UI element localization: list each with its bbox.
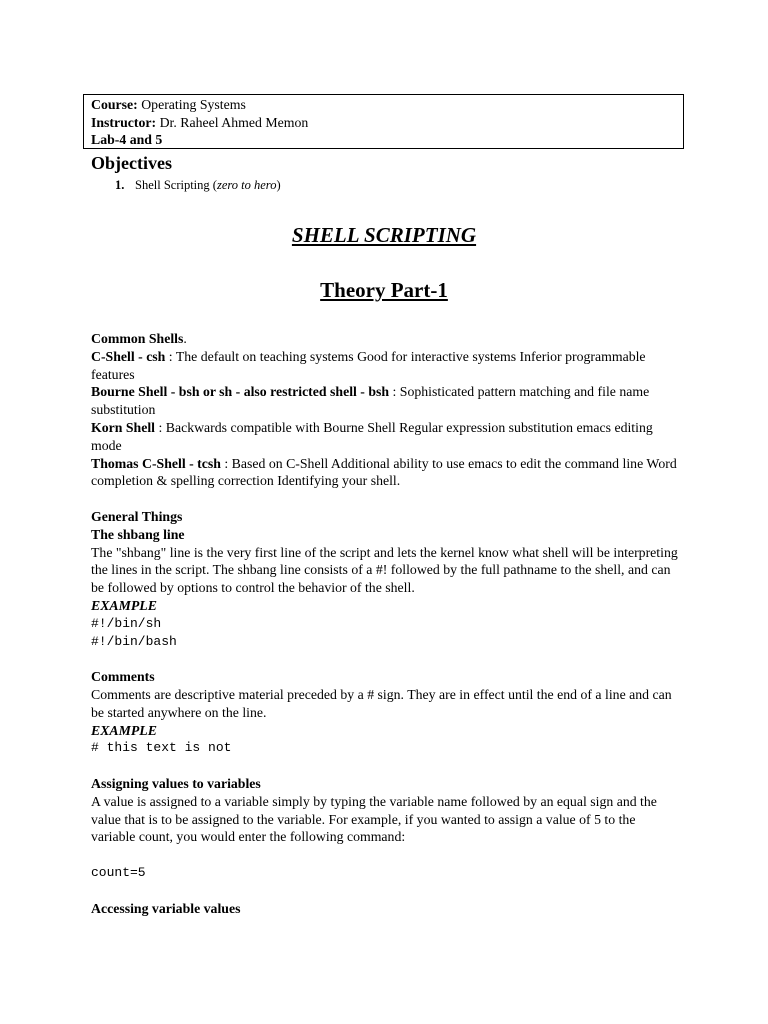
shbang-text: The "shbang" line is the very first line of the script and lets the kernel know what shell will be interpreting the lines in the script. The shbang line consists of a #! followed by the full pathname to the shell, and can be followed by options to control the behavior of the shell. <box>91 544 678 596</box>
body-content <box>91 330 681 917</box>
shbang-example-label: EXAMPLE <box>91 597 157 613</box>
course-label: Course: <box>91 97 138 112</box>
shbang-heading: The shbang line <box>91 526 185 542</box>
objectives-heading: Objectives <box>91 153 172 173</box>
shell-item-csh: C-Shell - csh : The default on teaching systems Good for interactive systems Inferior programmable features <box>91 348 646 382</box>
instructor-line <box>91 114 676 132</box>
general-things-heading: General Things <box>91 508 183 524</box>
comments-example-label: EXAMPLE <box>91 722 157 738</box>
objective-item <box>115 178 281 193</box>
shbang-code-sh: #!/bin/sh <box>91 615 162 631</box>
objective-close: ) <box>276 178 281 192</box>
course-line <box>91 96 676 114</box>
comments-heading: Comments <box>91 669 155 685</box>
objective-text: Shell Scripting ( <box>135 178 217 192</box>
common-shells-heading: Common Shells. <box>91 331 187 346</box>
objective-italic: zero to hero <box>216 178 277 192</box>
comments-text: Comments are descriptive material preceded by a # sign. They are in effect until the end of a line and can be started anywhere on the line. <box>91 686 672 720</box>
shell-item-korn: Korn Shell : Backwards compatible with Bourne Shell Regular expression substitution emacs editing mode <box>91 419 653 453</box>
comments-code: # this text is not <box>91 740 232 756</box>
lab-label: Lab-4 and 5 <box>91 132 163 147</box>
accessing-heading: Accessing variable values <box>91 900 241 916</box>
course-info-box <box>83 94 684 149</box>
variables-code: count=5 <box>91 864 146 880</box>
shell-item-tcsh: Thomas C-Shell - tcsh : Based on C-Shell Additional ability to use emacs to edit the command line Word completion & spelling correction Identifying your shell. <box>91 455 677 489</box>
shbang-code-bash: #!/bin/bash <box>91 633 177 649</box>
instructor-value: Dr. Raheel Ahmed Memon <box>159 114 309 130</box>
variables-text: A value is assigned to a variable simply by typing the variable name followed by an equal sign and the value that is to be assigned to the variable. For example, if you wanted to assign a value of 5 to the variable count, you would enter the following command: <box>91 793 657 845</box>
objective-number: 1. <box>115 178 125 192</box>
lab-line <box>91 131 676 149</box>
course-value: Operating Systems <box>141 97 246 112</box>
main-title: SHELL SCRIPTING <box>291 223 477 247</box>
shell-item-bsh: Bourne Shell - bsh or sh - also restricted shell - bsh : Sophisticated pattern matching and file name substitution <box>91 384 650 418</box>
sub-title: Theory Part-1 <box>320 278 448 302</box>
variables-heading: Assigning values to variables <box>91 775 261 791</box>
instructor-label: Instructor: <box>91 114 157 130</box>
